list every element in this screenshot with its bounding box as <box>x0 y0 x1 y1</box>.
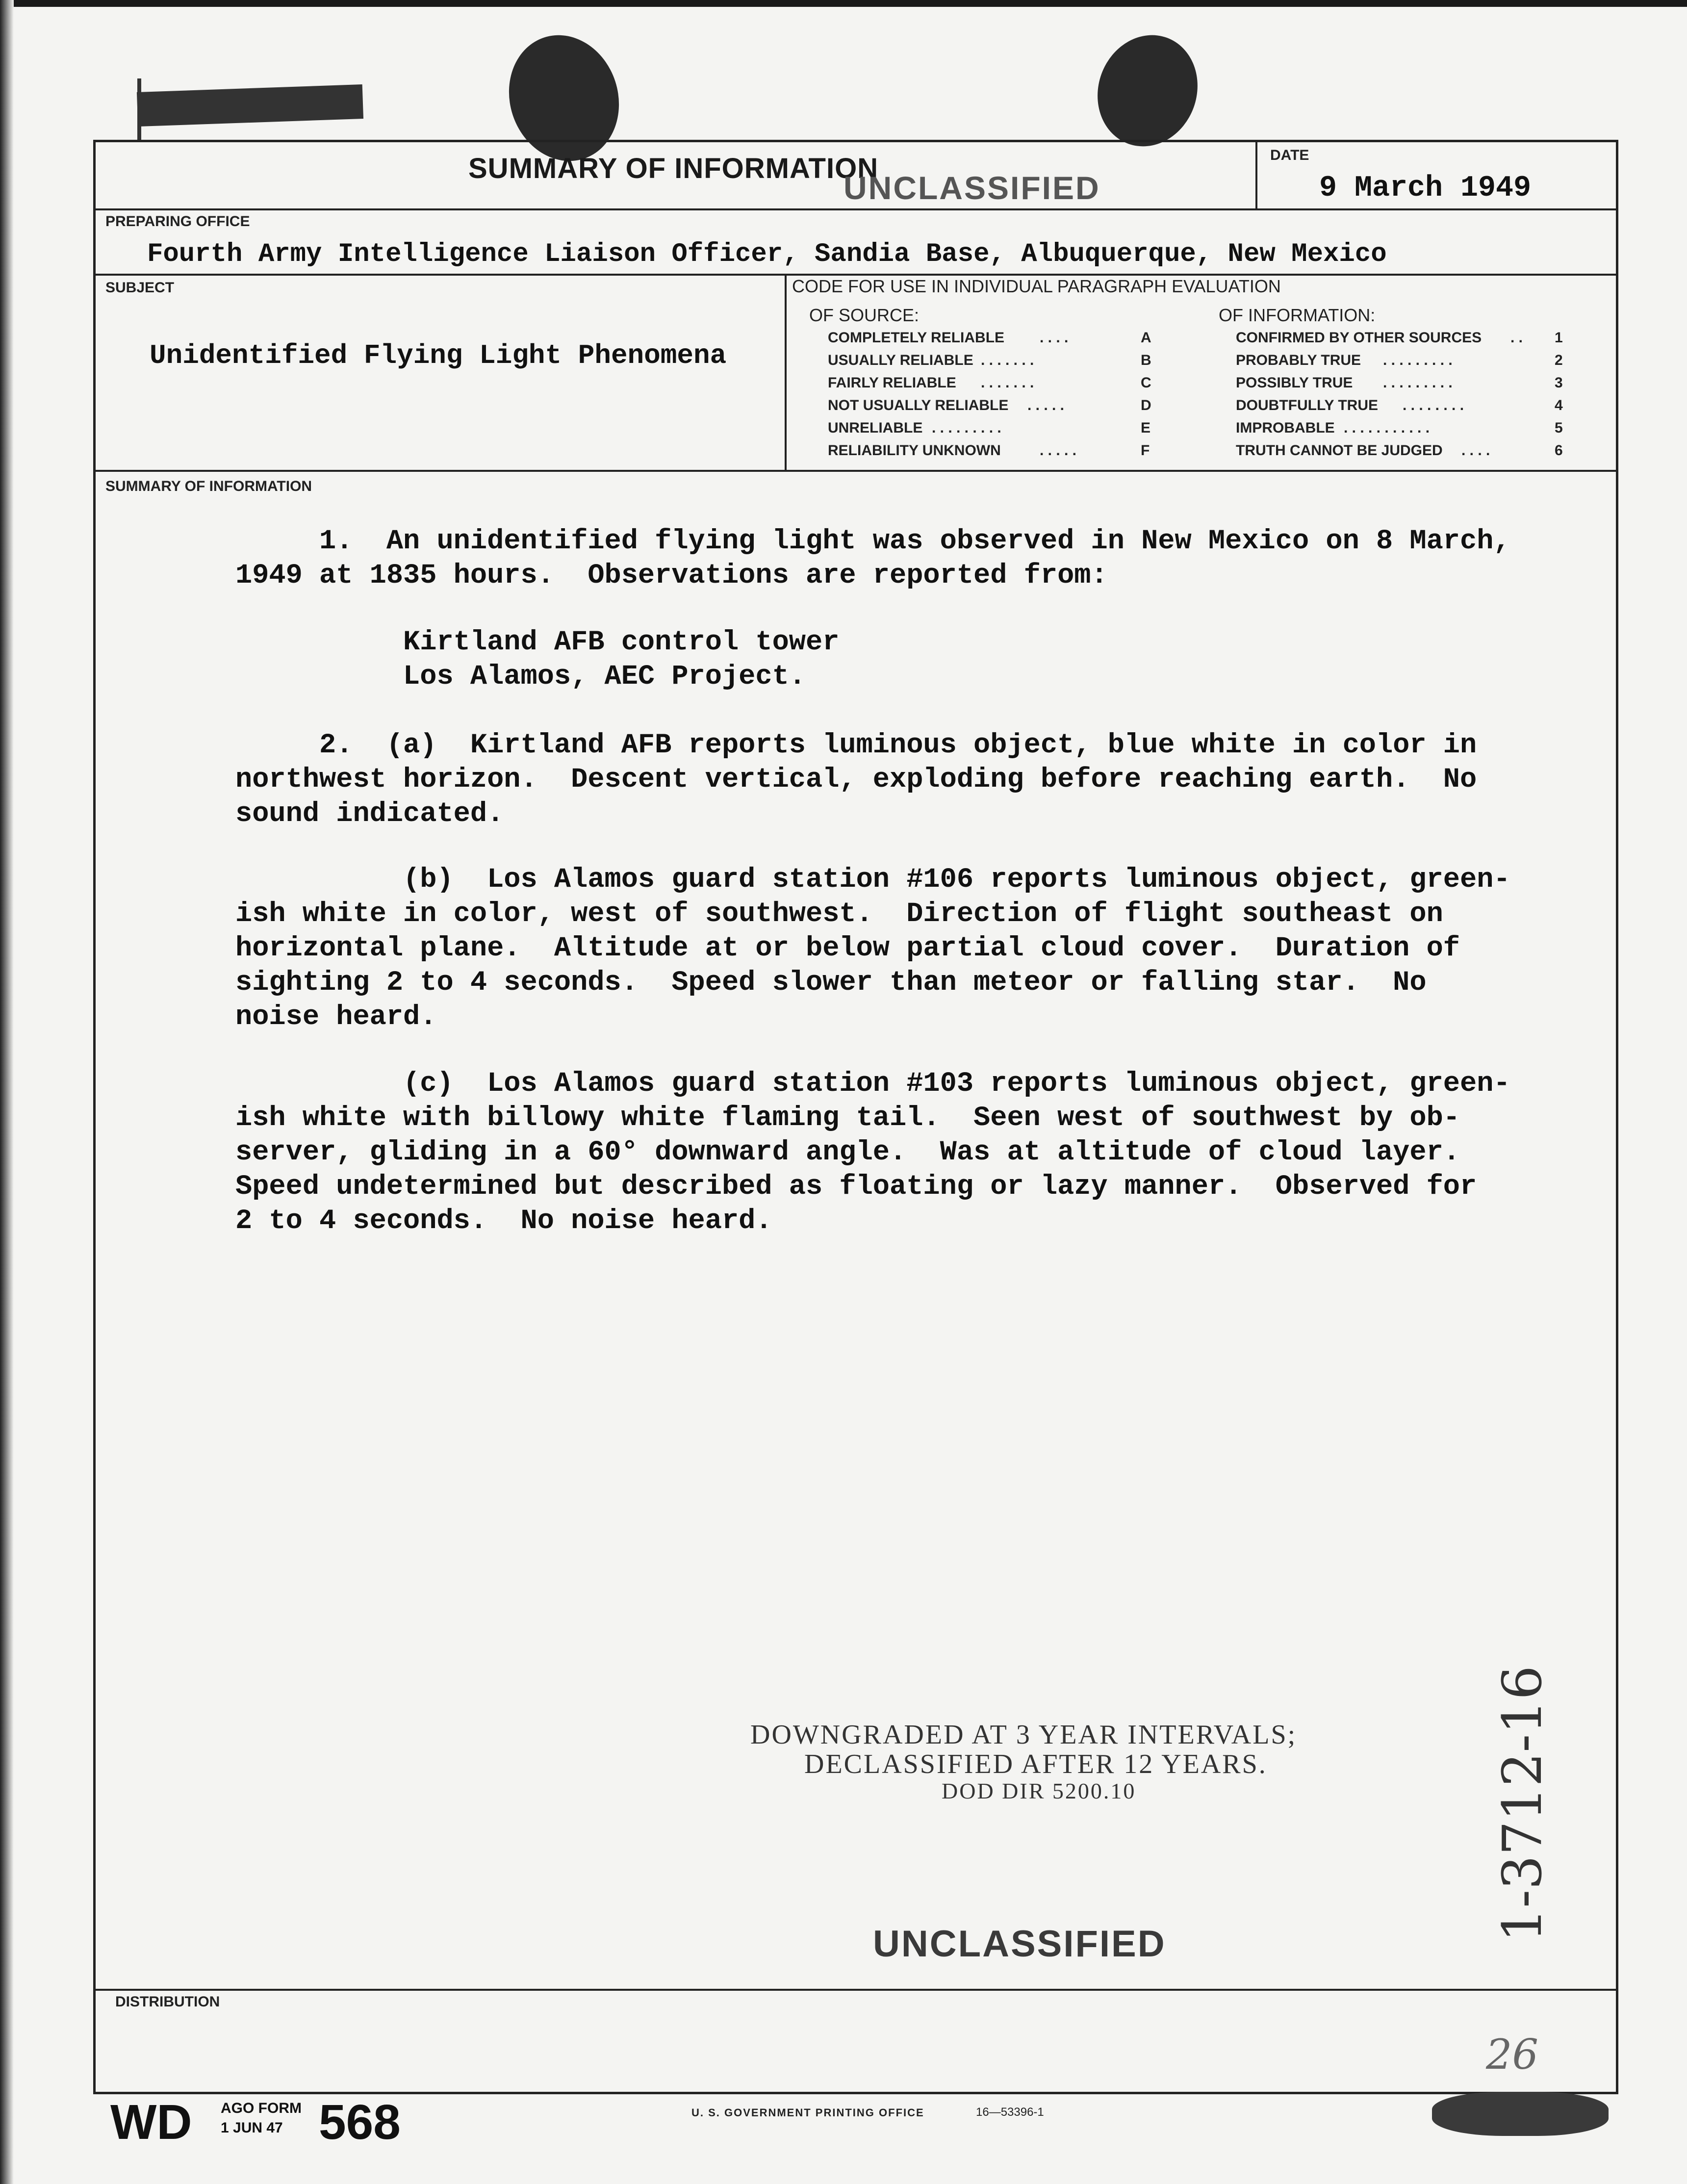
downgrade-line-2: DECLASSIFIED AFTER 12 YEARS. <box>804 1749 1267 1779</box>
summary-line: noise heard. <box>235 1002 437 1033</box>
corner-smudge <box>1432 2092 1609 2136</box>
form-date: 1 JUN 47 <box>221 2120 283 2136</box>
summary-line: ish white in color, west of southwest. Direction of flight southeast on <box>235 899 1443 930</box>
source-code-letter: E <box>1141 420 1151 436</box>
summary-line: sighting 2 to 4 seconds. Speed slower than meteor or falling star. No <box>235 967 1427 999</box>
information-code-number: 1 <box>1555 330 1563 346</box>
information-code-number: 6 <box>1555 442 1563 459</box>
downgrade-line-1: DOWNGRADED AT 3 YEAR INTERVALS; <box>750 1720 1297 1750</box>
date-value: 9 March 1949 <box>1319 172 1532 205</box>
redaction-stroke <box>137 78 141 142</box>
information-heading: OF INFORMATION: <box>1219 305 1376 325</box>
handwritten-page-number: 26 <box>1486 2030 1538 2079</box>
handwritten-margin-number: 1-3712-16 <box>1491 1665 1554 1942</box>
information-code-dots: . . . . <box>1461 442 1490 459</box>
date-divider <box>1255 140 1257 208</box>
redaction-mark <box>137 84 363 127</box>
source-code-label: UNRELIABLE <box>828 420 923 436</box>
summary-line: northwest horizon. Descent vertical, exploding before reaching earth. No <box>235 764 1477 796</box>
subject-label: SUBJECT <box>105 280 175 296</box>
distribution-label: DISTRIBUTION <box>115 1994 220 2010</box>
source-code-dots: . . . . . <box>1040 442 1077 459</box>
information-code-label: TRUTH CANNOT BE JUDGED <box>1236 442 1443 459</box>
summary-line: horizontal plane. Altitude at or below partial cloud cover. Duration of <box>235 933 1460 964</box>
information-code-label: PROBABLY TRUE <box>1236 352 1361 368</box>
information-code-dots: . . . . . . . . . . . <box>1344 420 1430 436</box>
summary-line: Kirtland AFB control tower <box>235 627 840 658</box>
information-code-number: 3 <box>1555 375 1563 391</box>
source-code-dots: . . . . . . . <box>981 375 1034 391</box>
page-left-edge <box>0 0 14 2184</box>
information-code-dots: . . . . . . . . <box>1403 397 1464 413</box>
summary-line: sound indicated. <box>235 798 504 830</box>
summary-line: Los Alamos, AEC Project. <box>235 661 806 693</box>
downgrade-line-3: DOD DIR 5200.10 <box>942 1778 1136 1803</box>
source-code-letter: C <box>1141 375 1151 391</box>
subject-divider <box>785 274 787 470</box>
information-code-dots: . . . . . . . . . <box>1383 375 1453 391</box>
summary-line: 1. An unidentified flying light was observed in New Mexico on 8 March, <box>235 526 1510 557</box>
information-code-label: DOUBTFULLY TRUE <box>1236 397 1379 413</box>
information-code-label: CONFIRMED BY OTHER SOURCES <box>1236 330 1482 346</box>
subject-value: Unidentified Flying Light Phenomena <box>150 340 727 371</box>
summary-line: (c) Los Alamos guard station #103 reports luminous object, green- <box>235 1068 1510 1100</box>
summary-line: 1949 at 1835 hours. Observations are reported from: <box>235 560 1108 591</box>
summary-line: (b) Los Alamos guard station #106 reports luminous object, green- <box>235 864 1510 896</box>
summary-line: 2 to 4 seconds. No noise heard. <box>235 1206 772 1237</box>
source-code-label: NOT USUALLY RELIABLE <box>828 397 1009 413</box>
information-code-number: 4 <box>1555 397 1563 413</box>
summary-line: Speed undetermined but described as floating or lazy manner. Observed for <box>235 1171 1477 1203</box>
source-code-label: COMPLETELY RELIABLE <box>828 330 1005 346</box>
header-divider <box>93 208 1618 210</box>
information-code-number: 5 <box>1555 420 1563 436</box>
source-code-letter: D <box>1141 397 1151 413</box>
code-heading: CODE FOR USE IN INDIVIDUAL PARAGRAPH EVALUATION <box>792 276 1281 296</box>
summary-label: SUMMARY OF INFORMATION <box>105 478 312 494</box>
source-code-label: USUALLY RELIABLE <box>828 352 973 368</box>
form-number: 568 <box>319 2095 401 2150</box>
date-label: DATE <box>1270 147 1309 163</box>
distribution-divider <box>93 1989 1618 1991</box>
classification-stamp-bottom: UNCLASSIFIED <box>873 1923 1166 1965</box>
information-code-label: IMPROBABLE <box>1236 420 1335 436</box>
information-code-number: 2 <box>1555 352 1563 368</box>
form-ago: AGO FORM <box>221 2100 302 2116</box>
summary-line: 2. (a) Kirtland AFB reports luminous object, blue white in color in <box>235 730 1477 761</box>
preparing-office-label: PREPARING OFFICE <box>105 213 250 230</box>
source-heading: OF SOURCE: <box>809 305 920 325</box>
page-top-edge <box>0 0 1687 7</box>
source-code-letter: F <box>1141 442 1150 459</box>
subject-bottom-divider <box>93 470 1618 472</box>
source-code-letter: A <box>1141 330 1151 346</box>
information-code-dots: . . <box>1510 330 1523 346</box>
source-code-letter: B <box>1141 352 1151 368</box>
summary-line: server, gliding in a 60° downward angle. Was at altitude of cloud layer. <box>235 1137 1460 1168</box>
preparing-office-value: Fourth Army Intelligence Liaison Officer, Sandia Base, Albuquerque, New Mexico <box>147 239 1387 269</box>
form-prefix: WD <box>110 2095 192 2150</box>
source-code-dots: . . . . <box>1040 330 1069 346</box>
source-code-dots: . . . . . . . <box>981 352 1034 368</box>
source-code-dots: . . . . . <box>1027 397 1065 413</box>
information-code-label: POSSIBLY TRUE <box>1236 375 1353 391</box>
summary-line: ish white with billowy white flaming tail. Seen west of southwest by ob- <box>235 1103 1460 1134</box>
office-divider <box>93 274 1618 276</box>
form-title: SUMMARY OF INFORMATION <box>468 153 879 184</box>
classification-stamp-top: UNCLASSIFIED <box>844 170 1100 206</box>
source-code-label: FAIRLY RELIABLE <box>828 375 956 391</box>
source-code-label: RELIABILITY UNKNOWN <box>828 442 1001 459</box>
printer-code: 16—53396-1 <box>976 2106 1044 2119</box>
printer-name: U. S. GOVERNMENT PRINTING OFFICE <box>691 2107 924 2119</box>
information-code-dots: . . . . . . . . . <box>1383 352 1453 368</box>
source-code-dots: . . . . . . . . . <box>932 420 1001 436</box>
